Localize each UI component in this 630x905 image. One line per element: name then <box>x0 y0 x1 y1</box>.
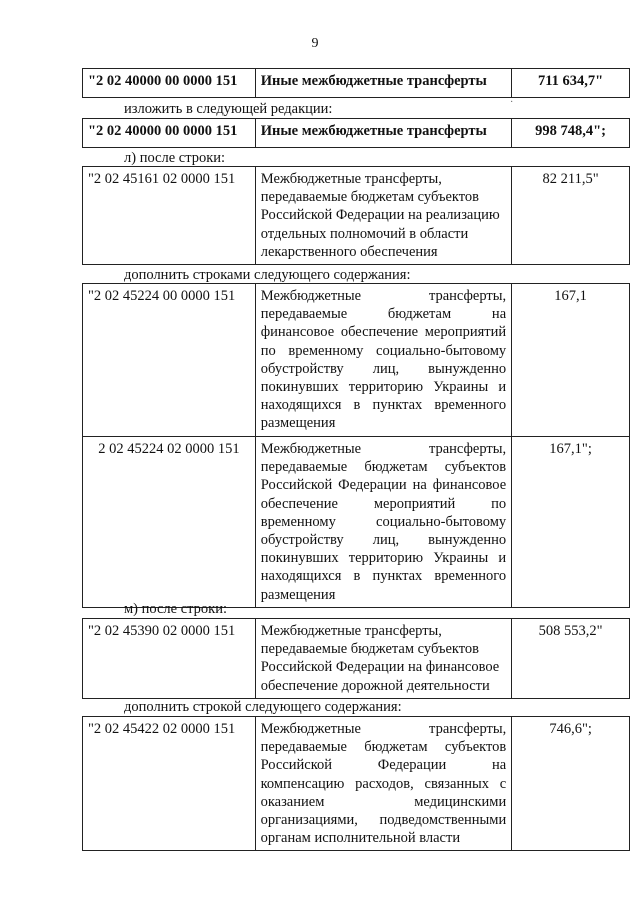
budget-code-cell: "2 02 45224 00 0000 151 <box>83 284 256 437</box>
table-row <box>83 717 630 851</box>
budget-table-after-m <box>82 618 630 699</box>
description-cell: Иные межбюджетные трансферты <box>255 119 511 148</box>
budget-code-cell: "2 02 40000 00 0000 151 <box>83 119 256 148</box>
instruction-add-row: дополнить строкой следующего содержания: <box>124 699 402 715</box>
instruction-item-m: м) после строки: <box>124 601 228 617</box>
budget-code-cell: 2 02 45224 02 0000 151 <box>83 437 256 608</box>
amount-cell: 711 634,7" <box>512 69 630 98</box>
budget-table-replacement <box>82 118 630 148</box>
amount-cell: 746,6"; <box>512 717 630 851</box>
table-row <box>83 167 630 265</box>
scan-dot: · <box>510 97 514 108</box>
table-row <box>83 119 630 148</box>
budget-table-original <box>82 68 630 98</box>
budget-table-added-row <box>82 716 630 851</box>
table-row <box>83 437 630 608</box>
description-cell: Межбюджетные трансферты, передаваемые бюджетам субъектов Российской Федерации на компенсацию расходов, связанных с оказанием медицинскими организациями, подведомственными органам исполнительной власти <box>255 717 512 851</box>
budget-code-cell: "2 02 45422 02 0000 151 <box>83 717 256 851</box>
table-row <box>83 619 630 699</box>
amount-cell: 82 211,5" <box>512 167 630 265</box>
description-cell: Межбюджетные трансферты, передаваемые бюджетам субъектов Российской Федерации на финансовое обеспечение дорожной деятельности <box>255 619 511 699</box>
table-row <box>83 69 630 98</box>
instruction-replace: изложить в следующей редакции: <box>124 101 333 117</box>
amount-cell: 508 553,2" <box>512 619 630 699</box>
budget-code-cell: "2 02 45390 02 0000 151 <box>83 619 256 699</box>
description-cell: Межбюджетные трансферты, передаваемые бюджетам субъектов Российской Федерации на реализацию отдельных полномочий в области лекарственного обеспечения <box>255 167 511 265</box>
table-row <box>83 284 630 437</box>
description-cell: Иные межбюджетные трансферты <box>255 69 511 98</box>
instruction-add-rows: дополнить строками следующего содержания: <box>124 267 411 283</box>
page-number: 9 <box>311 36 319 51</box>
instruction-item-l: л) после строки: <box>124 150 226 166</box>
description-cell: Межбюджетные трансферты, передаваемые бюджетам на финансовое обеспечение мероприятий по временному социально-бытовому обустройству лиц, вынужденно покинувших территорию Украины и находящихся в пунктах временного размещения <box>255 284 511 437</box>
amount-cell: 998 748,4"; <box>512 119 630 148</box>
budget-code-cell: "2 02 45161 02 0000 151 <box>83 167 256 265</box>
amount-cell: 167,1"; <box>512 437 630 608</box>
description-cell: Межбюджетные трансферты, передаваемые бюджетам субъектов Российской Федерации на финансовое обеспечение мероприятий по временному социально-бытовому обустройству лиц, вынужденно покинувших территорию Украины и находящихся в пунктах временного размещения <box>255 437 511 608</box>
budget-code-cell: "2 02 40000 00 0000 151 <box>83 69 256 98</box>
amount-cell: 167,1 <box>512 284 630 437</box>
budget-table-after-l <box>82 166 630 265</box>
budget-table-added-rows <box>82 283 630 608</box>
